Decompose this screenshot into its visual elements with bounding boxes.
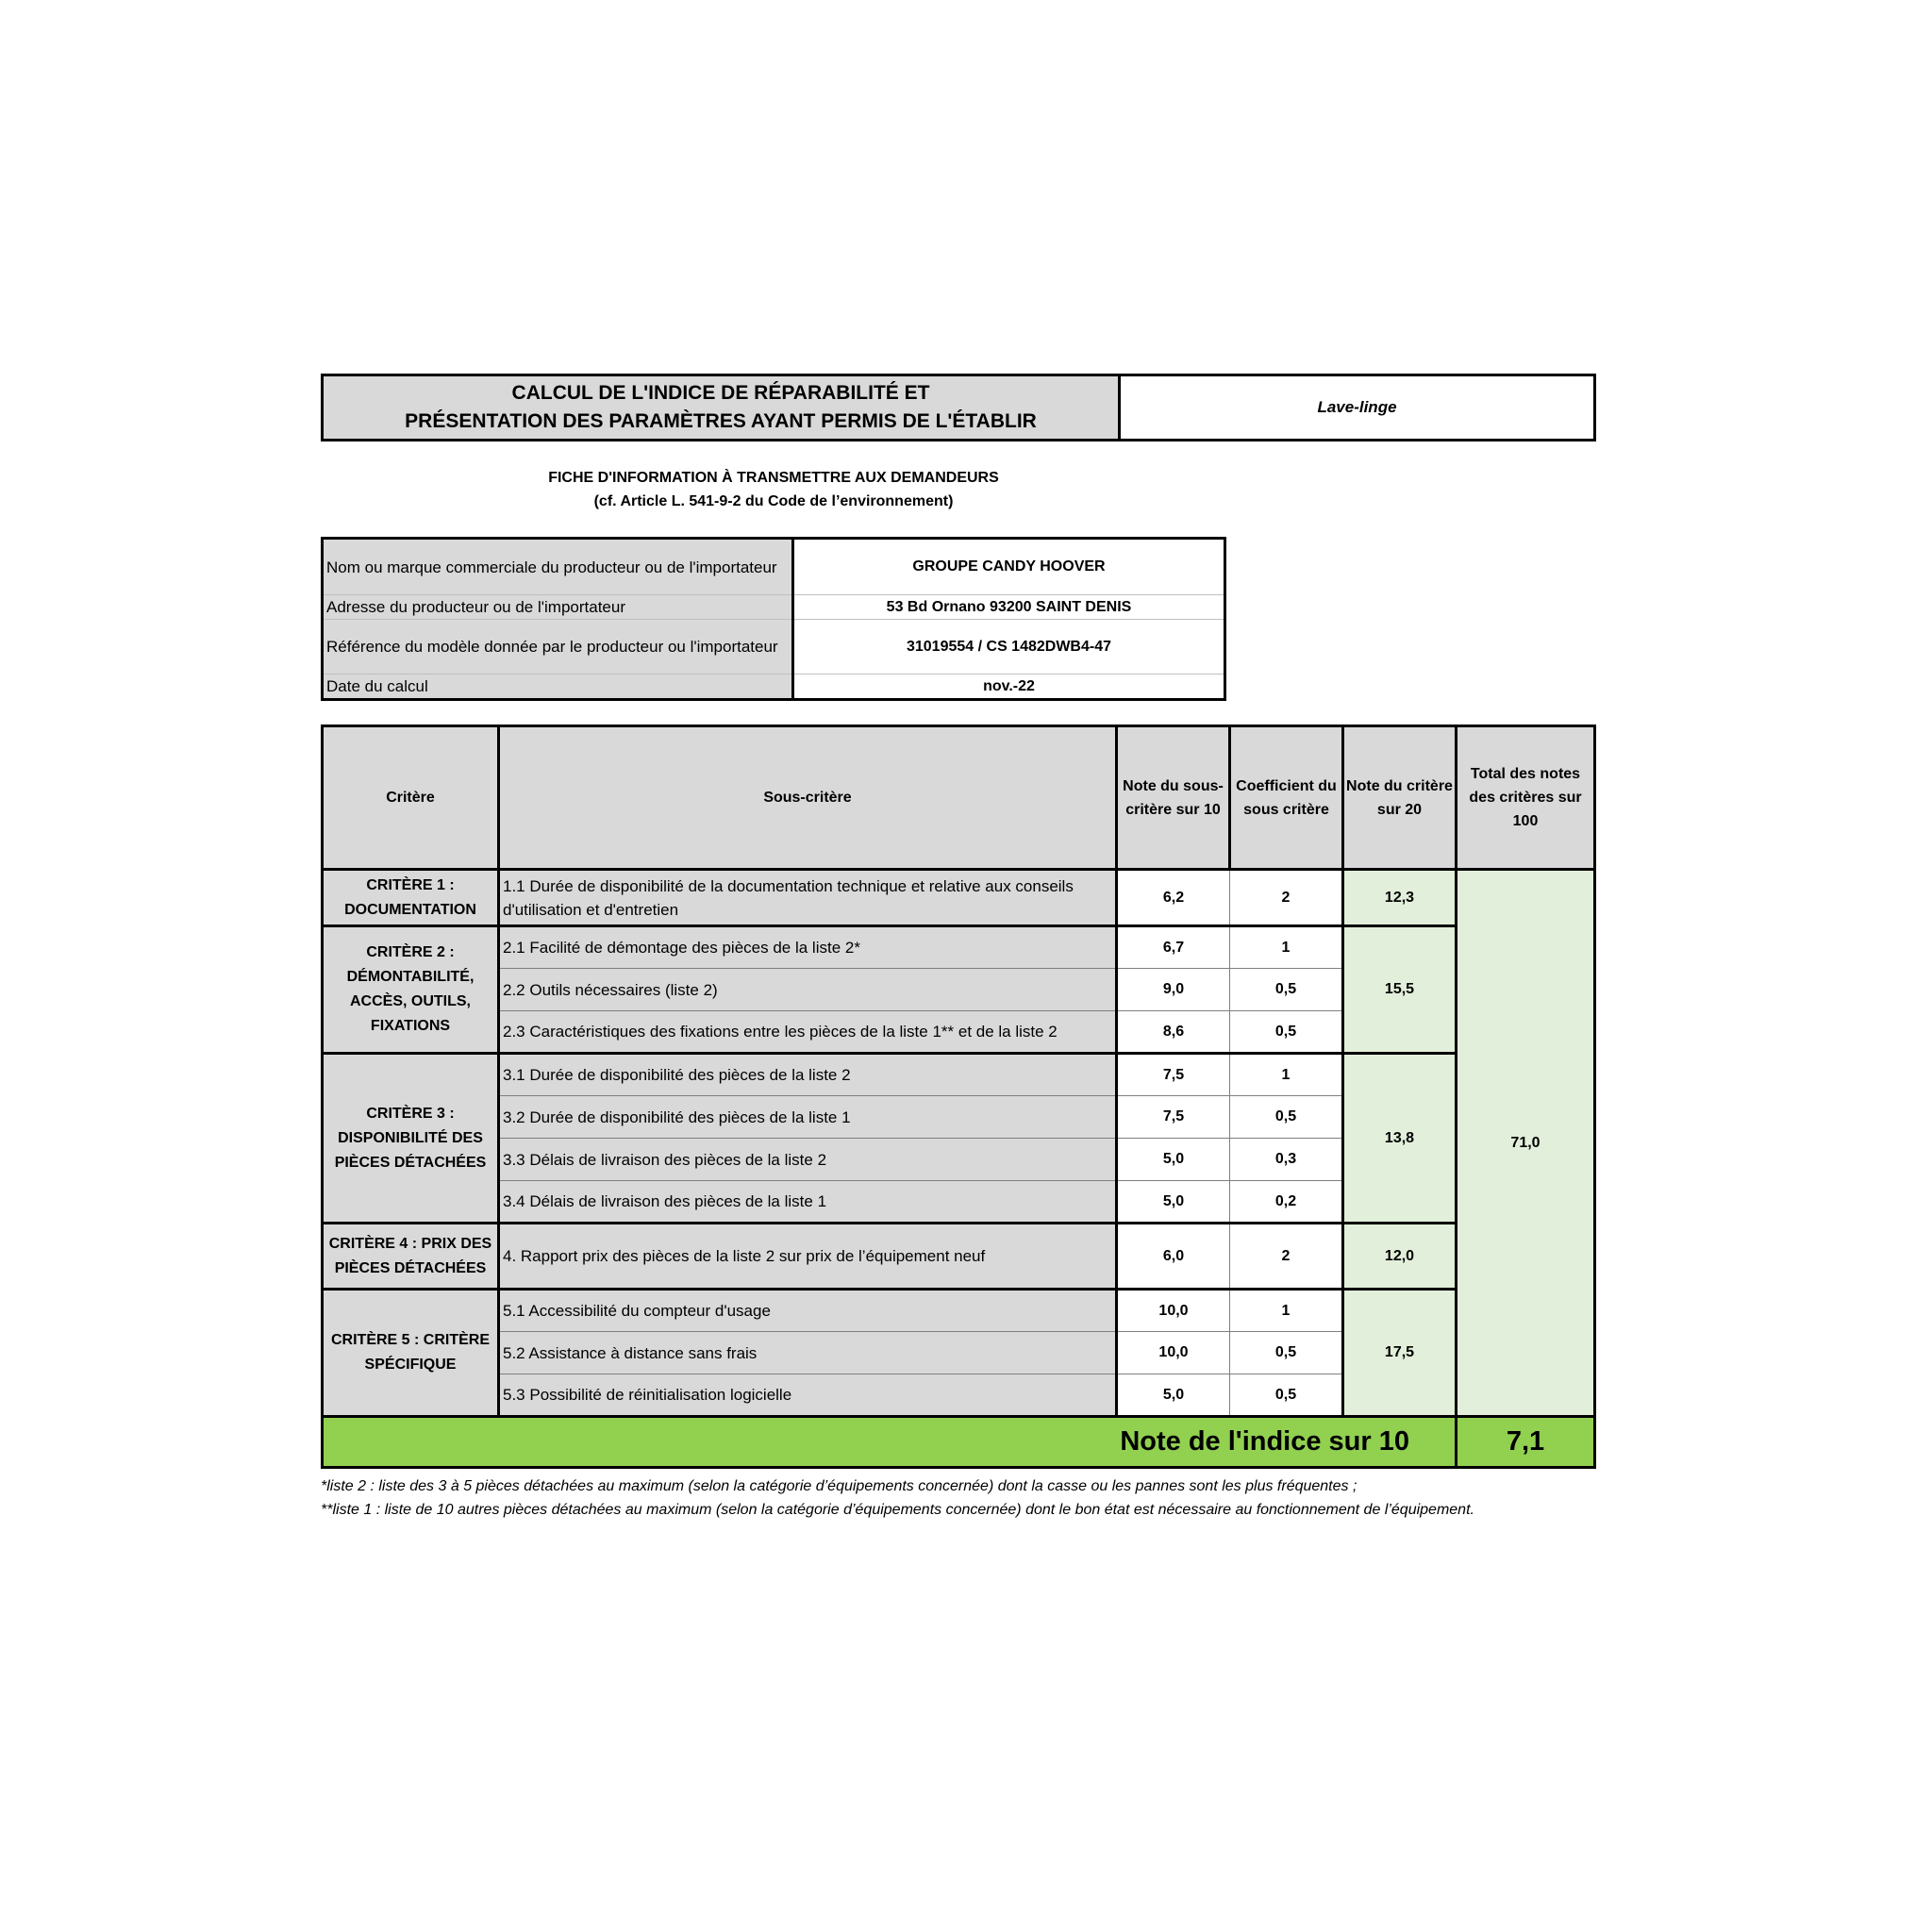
sous-critere: 3.3 Délais de livraison des pièces de la liste 2 xyxy=(499,1139,1117,1181)
note-sous: 8,6 xyxy=(1117,1011,1230,1054)
coef: 1 xyxy=(1230,1290,1343,1332)
total-100: 71,0 xyxy=(1457,870,1595,1417)
sous-critere: 2.2 Outils nécessaires (liste 2) xyxy=(499,969,1117,1011)
note20-1: 12,3 xyxy=(1343,870,1457,926)
info-value: GROUPE CANDY HOOVER xyxy=(793,539,1225,595)
table-row xyxy=(323,1224,1595,1290)
info-value: 53 Bd Ornano 93200 SAINT DENIS xyxy=(793,595,1225,620)
coef: 0,2 xyxy=(1230,1181,1343,1224)
table-row xyxy=(323,1054,1595,1096)
final-score-row xyxy=(323,1417,1595,1468)
note-sous: 5,0 xyxy=(1117,1374,1230,1417)
scoring-table xyxy=(321,724,1596,1469)
table-row xyxy=(323,1290,1595,1332)
info-value: nov.-22 xyxy=(983,677,1035,694)
final-score-label: Note de l'indice sur 10 xyxy=(323,1417,1457,1468)
info-label: Référence du modèle donnée par le producteur ou l'importateur xyxy=(323,620,793,675)
sous-critere: 3.1 Durée de disponibilité des pièces de la liste 2 xyxy=(499,1054,1117,1096)
critere-4: CRITÈRE 4 : PRIX DES PIÈCES DÉTACHÉES xyxy=(323,1224,499,1290)
coef: 0,5 xyxy=(1230,1332,1343,1374)
reparability-sheet xyxy=(321,374,1596,1522)
coef: 0,3 xyxy=(1230,1139,1343,1181)
info-row xyxy=(323,595,1225,620)
note20-3: 13,8 xyxy=(1343,1054,1457,1224)
note-sous: 10,0 xyxy=(1117,1332,1230,1374)
sous-critere: 4. Rapport prix des pièces de la liste 2 sur prix de l’équipement neuf xyxy=(499,1224,1117,1290)
sous-critere: 1.1 Durée de disponibilité de la documentation technique et relative aux conseils d'utilisation et d'entretien xyxy=(499,870,1117,926)
footnotes xyxy=(321,1474,1596,1522)
note-sous: 7,5 xyxy=(1117,1096,1230,1139)
coef: 2 xyxy=(1230,870,1343,926)
sous-critere: 5.1 Accessibilité du compteur d'usage xyxy=(499,1290,1117,1332)
footnote-2: **liste 1 : liste de 10 autres pièces détachées au maximum (selon la catégorie d’équipements concernée) dont le bon état est nécessaire au fonctionnement de l’équipement. xyxy=(321,1502,1474,1518)
title-block xyxy=(321,374,1596,441)
fiche-line-2: (cf. Article L. 541-9-2 du Code de l’environnement) xyxy=(593,493,954,509)
info-label: Adresse du producteur ou de l'importateur xyxy=(323,595,793,620)
info-label: Nom ou marque commerciale du producteur ou de l'importateur xyxy=(323,539,793,595)
coef: 2 xyxy=(1230,1224,1343,1290)
note20-2: 15,5 xyxy=(1343,926,1457,1054)
footnote-1: *liste 2 : liste des 3 à 5 pièces détachées au maximum (selon la catégorie d’équipements concernée) dont la casse ou les pannes sont les plus fréquentes ; xyxy=(321,1478,1357,1494)
fiche-heading xyxy=(321,466,1226,513)
sous-critere: 5.2 Assistance à distance sans frais xyxy=(499,1332,1117,1374)
title-line-2: PRÉSENTATION DES PARAMÈTRES AYANT PERMIS DE L'ÉTABLIR xyxy=(405,410,1037,432)
header-sous-critere: Sous-critère xyxy=(499,726,1117,870)
sous-critere: 3.2 Durée de disponibilité des pièces de la liste 1 xyxy=(499,1096,1117,1139)
critere-1: CRITÈRE 1 : DOCUMENTATION xyxy=(323,870,499,926)
coef: 0,5 xyxy=(1230,969,1343,1011)
note-sous: 6,7 xyxy=(1117,926,1230,969)
note-sous: 5,0 xyxy=(1117,1139,1230,1181)
critere-5: CRITÈRE 5 : CRITÈRE SPÉCIFIQUE xyxy=(323,1290,499,1417)
final-score-value: 7,1 xyxy=(1457,1417,1595,1468)
info-row xyxy=(323,675,1225,700)
coef: 0,5 xyxy=(1230,1374,1343,1417)
product-type: Lave-linge xyxy=(1317,398,1397,416)
coef: 0,5 xyxy=(1230,1096,1343,1139)
sous-critere: 2.3 Caractéristiques des fixations entre les pièces de la liste 1** et de la liste 2 xyxy=(499,1011,1117,1054)
note-sous: 5,0 xyxy=(1117,1181,1230,1224)
coef: 1 xyxy=(1230,926,1343,969)
sous-critere: 2.1 Facilité de démontage des pièces de la liste 2* xyxy=(499,926,1117,969)
table-header-row xyxy=(323,726,1595,870)
note20-4: 12,0 xyxy=(1343,1224,1457,1290)
title-line-1: CALCUL DE L'INDICE DE RÉPARABILITÉ ET xyxy=(511,382,930,404)
critere-3: CRITÈRE 3 : DISPONIBILITÉ DES PIÈCES DÉTACHÉES xyxy=(323,1054,499,1224)
info-value: 31019554 / CS 1482DWB4-47 xyxy=(793,620,1225,675)
note-sous: 6,0 xyxy=(1117,1224,1230,1290)
sous-critere: 3.4 Délais de livraison des pièces de la liste 1 xyxy=(499,1181,1117,1224)
header-total: Total des notes des critères sur 100 xyxy=(1457,726,1595,870)
info-row xyxy=(323,539,1225,595)
header-note-sous: Note du sous-critère sur 10 xyxy=(1117,726,1230,870)
header-note20: Note du critère sur 20 xyxy=(1343,726,1457,870)
note-sous: 10,0 xyxy=(1117,1290,1230,1332)
fiche-line-1: FICHE D'INFORMATION À TRANSMETTRE AUX DEMANDEURS xyxy=(548,470,999,486)
sous-critere: 5.3 Possibilité de réinitialisation logicielle xyxy=(499,1374,1117,1417)
table-row xyxy=(323,926,1595,969)
note-sous: 9,0 xyxy=(1117,969,1230,1011)
note-sous: 6,2 xyxy=(1117,870,1230,926)
producer-info-table xyxy=(321,537,1226,701)
page-title xyxy=(323,375,1120,441)
table-row xyxy=(323,870,1595,926)
critere-2: CRITÈRE 2 : DÉMONTABILITÉ, ACCÈS, OUTILS, FIXATIONS xyxy=(323,926,499,1054)
header-critere: Critère xyxy=(323,726,499,870)
header-coef: Coefficient du sous critère xyxy=(1230,726,1343,870)
note-sous: 7,5 xyxy=(1117,1054,1230,1096)
info-label: Date du calcul xyxy=(323,675,793,700)
note20-5: 17,5 xyxy=(1343,1290,1457,1417)
coef: 0,5 xyxy=(1230,1011,1343,1054)
coef: 1 xyxy=(1230,1054,1343,1096)
info-row xyxy=(323,620,1225,675)
